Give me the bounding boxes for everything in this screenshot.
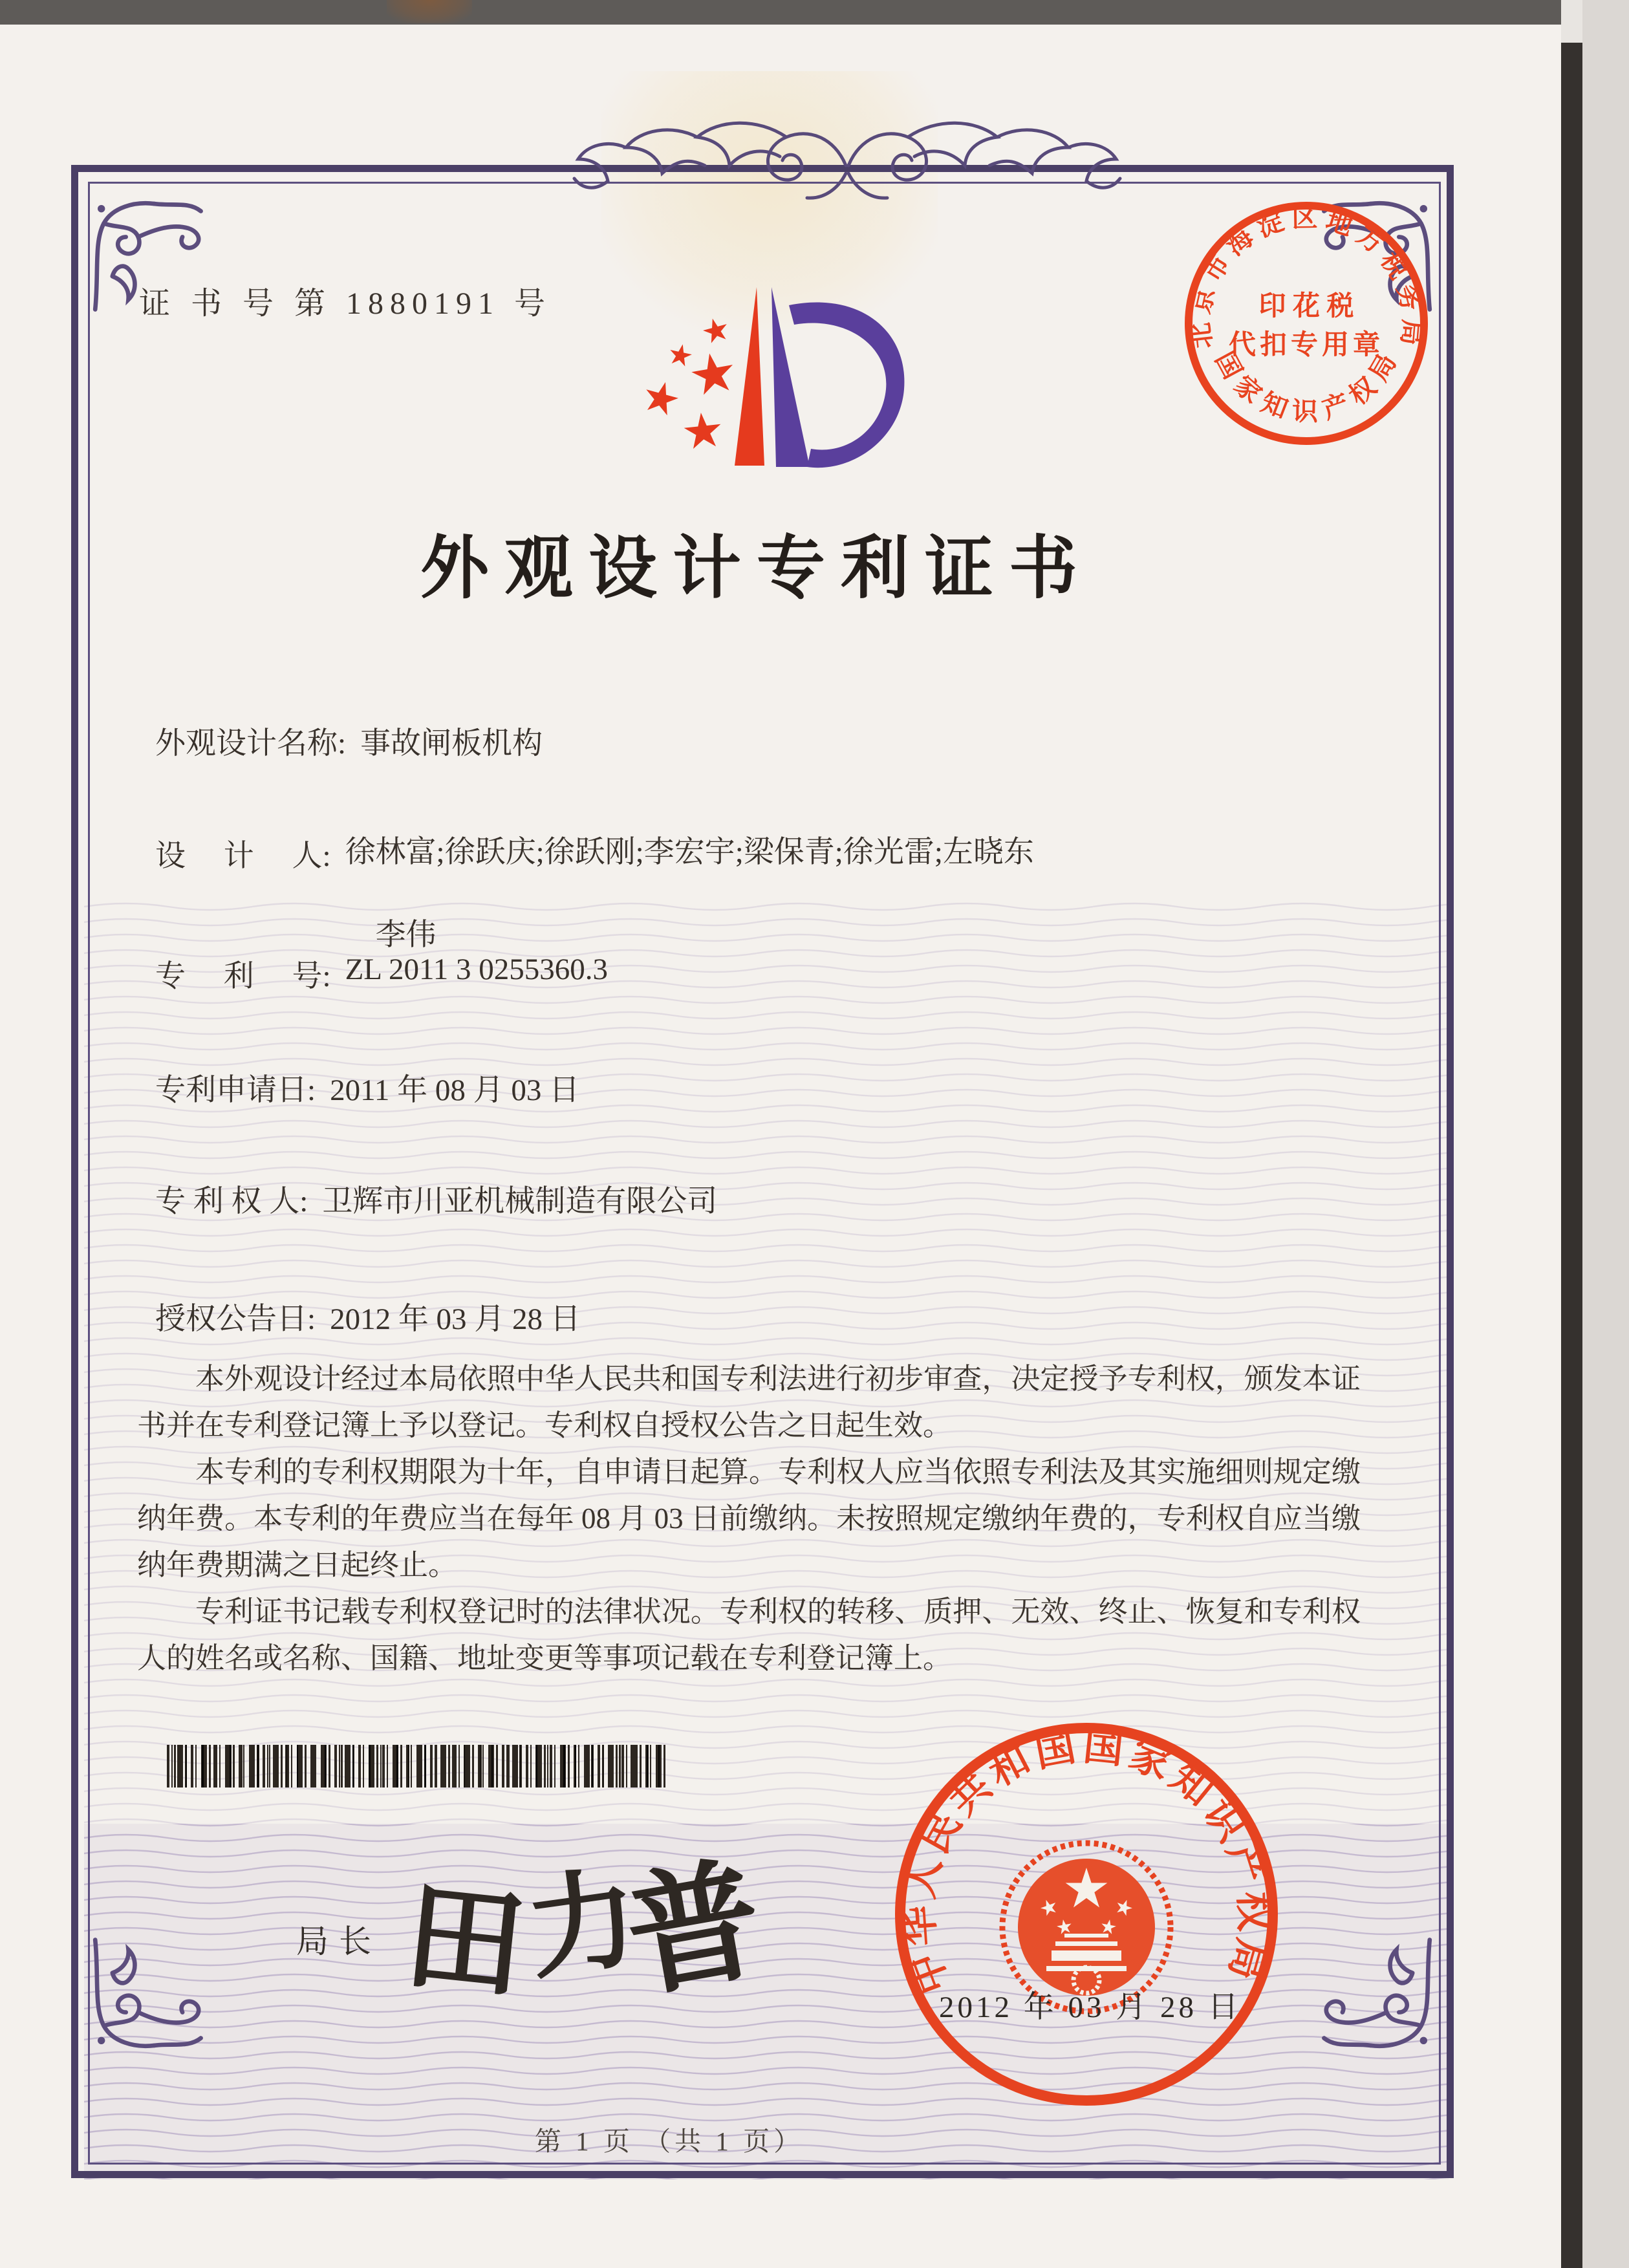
field-grant-date-value: 2012 年 03 月 28 日 — [330, 1302, 581, 1336]
field-design-name — [155, 719, 543, 762]
scan-margin-right — [1582, 0, 1629, 2268]
corner-flourish-bottom-right — [1317, 1934, 1440, 2057]
certificate-number: 证 书 号 第 1880191 号 — [139, 286, 552, 321]
signature-char-2: 力 — [519, 1857, 646, 1993]
certificate-title: 外观设计专利证书 — [420, 531, 1093, 607]
tax-stamp-line2: 代扣专用章 — [1228, 330, 1385, 360]
tax-stamp-seal — [1174, 191, 1439, 456]
director-signature — [388, 1837, 776, 2057]
field-grant-date-label: 授权公告日: — [155, 1302, 316, 1336]
barcode — [167, 1745, 666, 1787]
field-designers — [155, 832, 1034, 956]
field-patentee-label: 专 利 权 人: — [155, 1185, 308, 1218]
field-patentee-value: 卫辉市川亚机械制造有限公司 — [322, 1185, 718, 1218]
field-designers-value — [345, 832, 1034, 956]
field-design-name-label: 外观设计名称: — [155, 727, 347, 761]
field-design-name-value: 事故闸板机构 — [360, 727, 543, 761]
field-filing-date-label: 专利申请日: — [155, 1074, 316, 1107]
legal-paragraph-1: 本外观设计经过本局依照中华人民共和国专利法进行初步审查，决定授予专利权，颁发本证书并在专利登记簿上予以登记。专利权自授权公告之日起生效。 — [137, 1363, 1361, 1442]
tax-stamp-line1: 印 花 税 — [1258, 292, 1354, 321]
tax-stamp-arc-top: 北京市海淀区地方税务局 — [1185, 203, 1428, 351]
svg-text:北京市海淀区地方税务局 — [1185, 203, 1427, 350]
field-patent-no — [155, 952, 608, 995]
field-designers-label: 设 计 人: — [155, 839, 331, 873]
sipo-office-seal — [886, 1714, 1287, 2115]
field-patentee — [155, 1177, 717, 1220]
border-ornament-top-center — [556, 111, 1138, 215]
legal-text — [137, 1355, 1361, 1681]
field-patent-no-label: 专 利 号: — [155, 960, 331, 993]
scan-corner-topright — [1561, 0, 1582, 43]
tax-stamp-arc-bottom: 国家知识产权局 — [1209, 347, 1402, 427]
sipo-logo-icon — [614, 279, 951, 480]
scan-edge-right — [1561, 43, 1582, 2268]
director-title: 局长 — [296, 1923, 382, 1960]
field-filing-date-value: 2011 年 08 月 03 日 — [330, 1074, 580, 1107]
designers-line2: 李伟 — [375, 918, 437, 952]
seal-date: 2012 年 03 月 28 日 — [939, 1991, 1242, 2024]
office-seal-arc-text: 中华人民共和国国家知识产权局 — [896, 1724, 1276, 2000]
scan-edge-top — [0, 0, 1565, 25]
designers-line1: 徐林富;徐跃庆;徐跃刚;李宏宇;梁保青;徐光雷;左晓东 — [345, 836, 1034, 869]
scan-smudge — [387, 0, 472, 23]
corner-flourish-bottom-left — [85, 1934, 208, 2057]
page-footer: 第 1 页 （共 1 页） — [534, 2126, 804, 2156]
field-filing-date — [155, 1066, 579, 1109]
signature-char-3: 普 — [616, 1846, 773, 2014]
field-grant-date — [155, 1295, 581, 1338]
legal-paragraph-2: 本专利的专利权期限为十年，自申请日起算。专利权人应当依照专利法及其实施细则规定缴纳年费。本专利的年费应当在每年 08 月 03 日前缴纳。未按照规定缴纳年费的，专利权自应当缴纳年费期满之日起终止。 — [137, 1456, 1361, 1581]
field-patent-no-value: ZL 2011 3 0255360.3 — [345, 953, 608, 986]
signature-char-1: 田 — [398, 1870, 532, 2015]
legal-paragraph-3: 专利证书记载专利权登记时的法律状况。专利权的转移、质押、无效、终止、恢复和专利权人的姓名或名称、国籍、地址变更等事项记载在专利登记簿上。 — [137, 1595, 1361, 1674]
